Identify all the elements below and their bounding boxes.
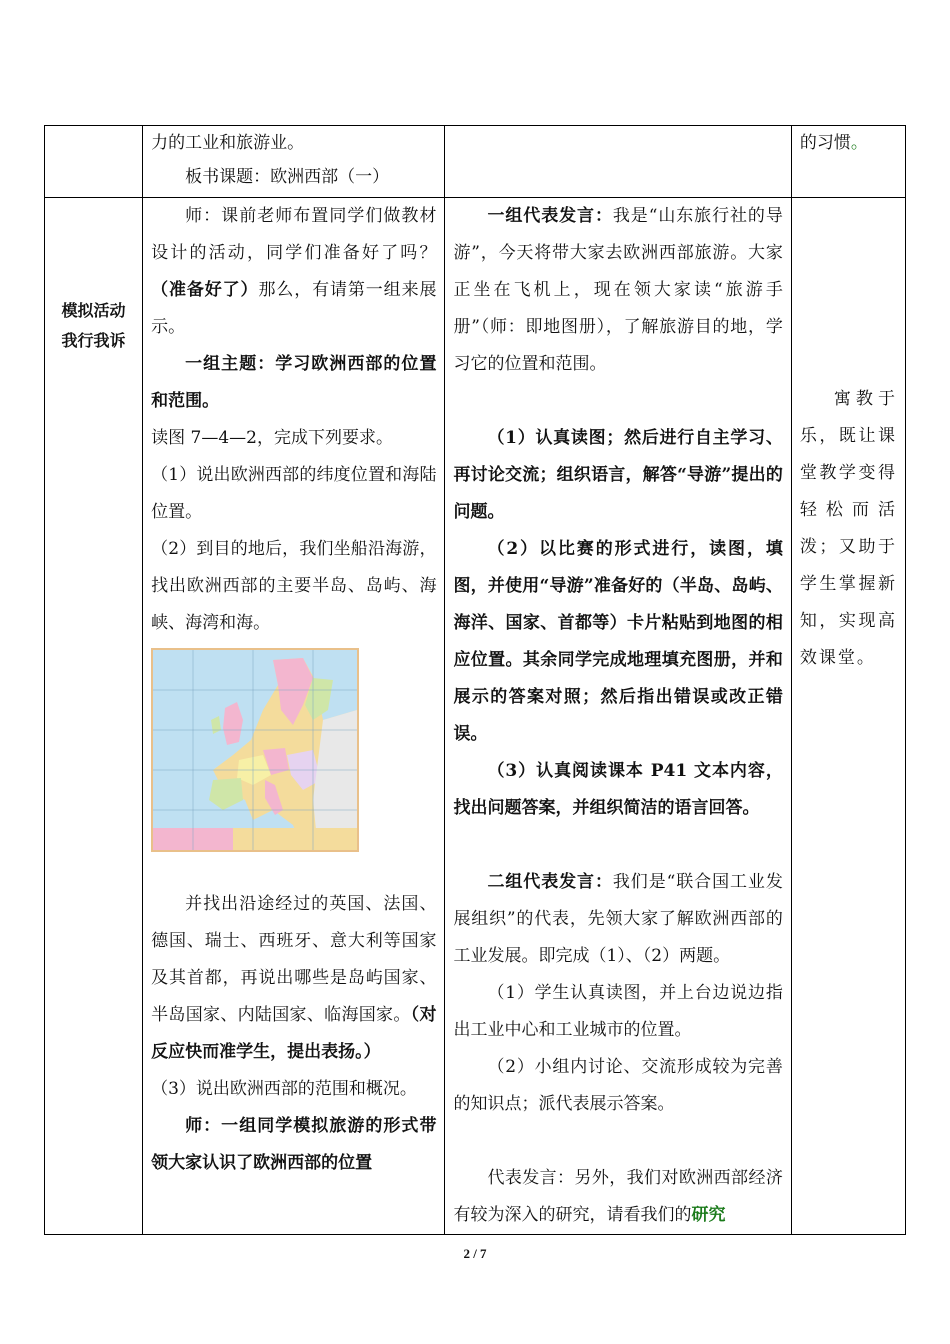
row1-note-punct: 。 bbox=[850, 133, 868, 153]
row1-content-cell bbox=[143, 126, 445, 198]
row1-line-2: 板书课题：欧洲西部（一） bbox=[185, 167, 390, 187]
group1-topic: 一组主题：学习欧洲西部的位置和范围。 bbox=[151, 354, 437, 411]
group2-speech: 二组代表发言：我们是“联合国工业发展组织”的代表，先领大家了解欧洲西部的工业发展。即完成（1）、（2）两题。 bbox=[453, 872, 783, 966]
group2-step-1: （1）学生认真读图，并上台边说边指出工业中心和工业城市的位置。 bbox=[453, 983, 783, 1040]
task-2: （2）到目的地后，我们坐船沿海游，找出欧洲西部的主要半岛、岛屿、海峡、海湾和海。 bbox=[151, 539, 437, 633]
group1-speech: 一组代表发言：我是“山东旅行社的导游”，今天将带大家去欧洲西部旅游。大家正坐在飞机上，现在领大家读“旅游手册”（师：即地图册），了解旅游目的地，学习它的位置和范围。 bbox=[453, 206, 783, 374]
representative-speech: 代表发言：另外，我们对欧洲西部经济有较为深入的研究，请看我们的研究 bbox=[453, 1168, 783, 1225]
row1-activity-cell bbox=[445, 126, 791, 198]
group2-step-2: （2）小组内讨论、交流形成较为完善的知识点；派代表展示答案。 bbox=[453, 1057, 783, 1114]
row1-note-cell bbox=[791, 126, 905, 198]
step-2: （2）以比赛的形式进行，读图，填图，并使用“导游”准备好的（半岛、岛屿、海洋、国家、首都等）卡片粘贴到地图的相应位置。其余同学完成地理填充图册，并和展示的答案对照；然后指出错误或改正错误。 bbox=[453, 539, 783, 744]
table-row bbox=[45, 198, 906, 1235]
map-icon bbox=[153, 650, 357, 850]
row1-line-1: 力的工业和旅游业。 bbox=[151, 133, 305, 153]
lesson-table bbox=[44, 125, 906, 1235]
row1-note-text: 的习惯 bbox=[799, 133, 851, 153]
teacher-intro: 师：课前老师布置同学们做教材设计的活动，同学们准备好了吗？（准备好了）那么，有请第一组来展示。 bbox=[151, 206, 437, 337]
design-intent-cell bbox=[791, 198, 905, 1235]
task-1: （1）说出欧洲西部的纬度位置和海陆位置。 bbox=[151, 465, 437, 522]
activity-label-line1: 模拟活动 bbox=[61, 301, 126, 320]
europe-map-image bbox=[151, 648, 359, 852]
student-activity-cell bbox=[445, 198, 791, 1235]
table-row bbox=[45, 126, 906, 198]
page-number: 2 / 7 bbox=[463, 1246, 487, 1261]
task-3: （3）说出欧洲西部的范围和概况。 bbox=[151, 1079, 417, 1099]
step-1: （1）认真读图；然后进行自主学习、再讨论交流；组织语言，解答“导游”提出的问题。 bbox=[453, 428, 783, 522]
teacher-summary: 师：一组同学模拟旅游的形式带领大家认识了欧洲西部的位置 bbox=[151, 1116, 437, 1173]
activity-label-cell bbox=[45, 198, 143, 1235]
row1-label-cell bbox=[45, 126, 143, 198]
teacher-activity-cell bbox=[143, 198, 445, 1235]
design-intent-text: 寓教于乐，既让课堂教学变得轻松而活泼；又助于学生掌握新知，实现高效课堂。 bbox=[799, 389, 897, 668]
read-map-instruction: 读图 7—4—2，完成下列要求。 bbox=[151, 428, 393, 448]
step-3: （3）认真阅读课本 P41 文本内容，找出问题答案，并组织简洁的语言回答。 bbox=[453, 761, 783, 818]
activity-label-line2: 我行我诉 bbox=[61, 331, 126, 350]
countries-paragraph: 并找出沿途经过的英国、法国、德国、瑞士、西班牙、意大利等国家及其首都，再说出哪些是岛屿国家、半岛国家、内陆国家、临海国家。（对反应快而准学生，提出表扬。） bbox=[151, 894, 437, 1062]
europe-map-figure bbox=[143, 642, 444, 886]
